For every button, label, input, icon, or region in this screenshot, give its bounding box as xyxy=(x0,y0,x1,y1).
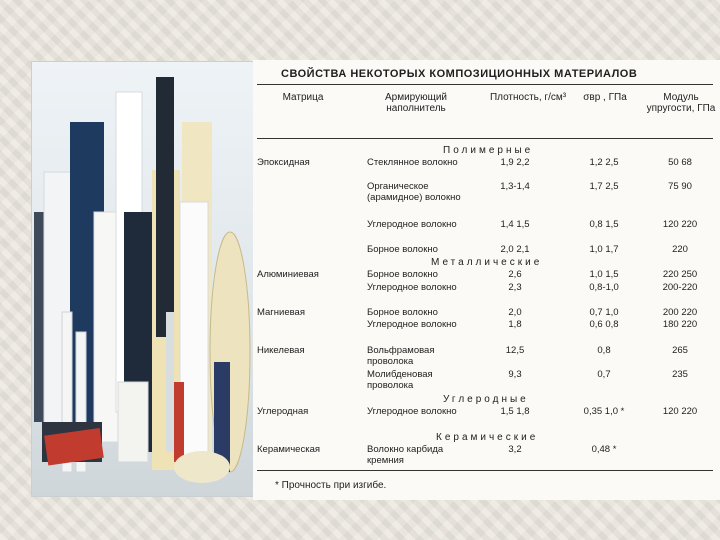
table-cell-strength: 0,35 1,0 * xyxy=(583,406,625,417)
document-title: СВОЙСТВА НЕКОТОРЫХ КОМПОЗИЦИОННЫХ МАТЕРИАЛОВ xyxy=(281,68,638,80)
header-rule xyxy=(257,138,713,139)
table-cell-strength: 1,7 2,5 xyxy=(589,181,619,192)
table-cell-density: 1,8 xyxy=(508,319,522,330)
table-cell-density: 1,9 2,2 xyxy=(500,157,530,168)
section-label-polymer: Полимерные xyxy=(443,145,534,156)
table-cell-strength: 0,7 xyxy=(597,369,611,380)
table-cell-modulus: 265 xyxy=(672,345,688,356)
table-cell-strength: 0,7 1,0 xyxy=(589,307,619,318)
table-cell-strength: 0,8 xyxy=(597,345,611,356)
table-cell-filler: Борное волокно xyxy=(367,244,438,255)
table-cell-strength: 0,8-1,0 xyxy=(589,282,619,293)
table-cell-strength: 1,0 1,7 xyxy=(589,244,619,255)
table-cell-modulus: 120 220 xyxy=(662,406,698,417)
table-cell-matrix: Углеродная xyxy=(257,406,309,417)
table-cell-strength: 0,6 0,8 xyxy=(589,319,619,330)
table-cell-density: 2,0 2,1 xyxy=(500,244,530,255)
table-cell-matrix: Никелевая xyxy=(257,345,305,356)
table-cell-filler: Волокно карбида кремния xyxy=(367,444,444,466)
table-cell-density: 2,0 xyxy=(508,307,522,318)
table-cell-density: 1,5 1,8 xyxy=(500,406,530,417)
table-cell-modulus: 220 250 xyxy=(662,269,698,280)
table-cell-strength: 0,48 * xyxy=(591,444,617,455)
header-density: Плотность, г/см³ xyxy=(489,92,567,103)
table-cell-filler: Молибденовая проволока xyxy=(367,369,433,391)
table-cell-strength: 1,2 2,5 xyxy=(589,157,619,168)
table-cell-filler: Углеродное волокно xyxy=(367,319,457,330)
table-cell-strength: 1,0 1,5 xyxy=(589,269,619,280)
properties-table-document xyxy=(253,60,720,500)
table-cell-modulus: 200 220 xyxy=(662,307,698,318)
table-cell-strength: 0,8 1,5 xyxy=(589,219,619,230)
header-matrix: Матрица xyxy=(282,92,324,103)
table-cell-filler: Органическое (арамидное) волокно xyxy=(367,181,461,203)
table-cell-filler: Углеродное волокно xyxy=(367,406,457,417)
section-label-ceramic: Керамические xyxy=(436,432,539,443)
table-cell-modulus: 50 68 xyxy=(668,157,692,168)
table-cell-matrix: Эпоксидная xyxy=(257,157,310,168)
table-cell-filler: Борное волокно xyxy=(367,269,438,280)
table-cell-modulus: 180 220 xyxy=(662,319,698,330)
composite-materials-photo xyxy=(31,61,254,497)
table-cell-filler: Углеродное волокно xyxy=(367,219,457,230)
top-rule xyxy=(257,84,713,85)
footnote: * Прочность при изгибе. xyxy=(275,480,387,491)
table-cell-density: 2,3 xyxy=(508,282,522,293)
table-cell-matrix: Керамическая xyxy=(257,444,320,455)
table-cell-density: 9,3 xyxy=(508,369,522,380)
table-cell-filler: Углеродное волокно xyxy=(367,282,457,293)
table-cell-filler: Борное волокно xyxy=(367,307,438,318)
section-label-metallic: Металлические xyxy=(431,257,543,268)
table-cell-matrix: Алюминиевая xyxy=(257,269,319,280)
table-cell-density: 2,6 xyxy=(508,269,522,280)
table-cell-matrix: Магниевая xyxy=(257,307,305,318)
table-cell-density: 1,3-1,4 xyxy=(500,181,530,192)
table-cell-density: 1,4 1,5 xyxy=(500,219,530,230)
header-strength: σвр , ГПа xyxy=(583,92,627,103)
header-filler: Армирующий наполнитель xyxy=(384,92,448,114)
table-cell-modulus: 235 xyxy=(672,369,688,380)
table-cell-modulus: 75 90 xyxy=(668,181,692,192)
table-cell-modulus: 220 xyxy=(672,244,688,255)
table-cell-density: 3,2 xyxy=(508,444,522,455)
table-cell-filler: Стеклянное волокно xyxy=(367,157,458,168)
bottom-rule xyxy=(257,470,713,471)
table-cell-modulus: 120 220 xyxy=(662,219,698,230)
header-modulus: Модуль упругости, ГПа xyxy=(646,92,716,114)
table-cell-density: 12,5 xyxy=(505,345,525,356)
table-cell-modulus: 200-220 xyxy=(662,282,698,293)
table-cell-filler: Вольфрамовая проволока xyxy=(367,345,435,367)
section-label-carbon: Углеродные xyxy=(443,394,529,405)
